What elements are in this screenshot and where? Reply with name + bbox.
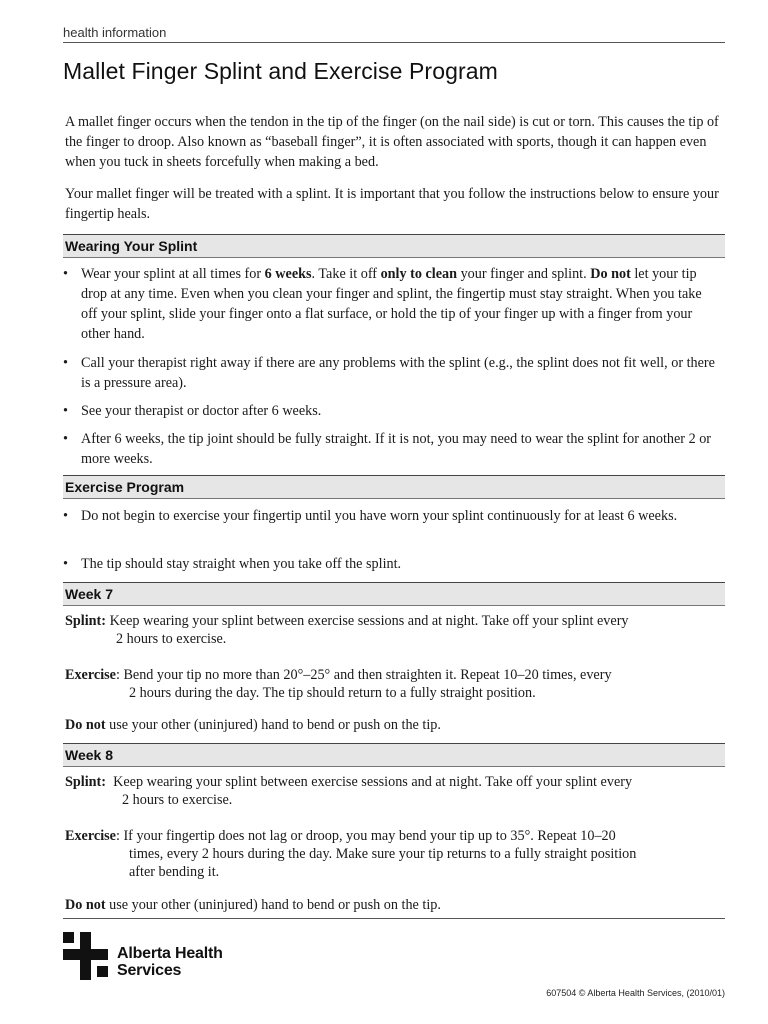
intro-paragraph-2: Your mallet finger will be treated with a splint. It is important that you follow the instructions below to ensure your fingertip heals. [65,186,719,222]
week7-exercise-continuation: 2 hours during the day. The tip should return to a fully straight position. [129,685,536,701]
splint-label: Splint: [65,613,107,629]
page-title: Mallet Finger Splint and Exercise Program [63,58,498,84]
list-item-text: Do not begin to exercise your fingertip until you have worn your splint continuously for at least 6 weeks. [81,508,678,524]
section-heading: Week 8 [65,747,113,763]
footer-code: 607504 © Alberta Health Services, (2010/01) [546,988,725,998]
header-divider [63,42,725,43]
section-heading: Week 7 [65,586,113,602]
week8-exercise-line: Exercise: If your fingertip does not lag or droop, you may bend your tip up to 35°. Repeat 10–20 [65,828,616,844]
section-wearing-splint [63,234,725,258]
section-heading: Exercise Program [65,479,185,495]
section-week-8 [63,743,725,767]
section-exercise-program [63,475,725,499]
splint-label: Splint: [65,774,107,790]
list-item-text: After 6 weeks, the tip joint should be fully straight. If it is not, you may need to wear the splint for another 2 or more weeks. [81,431,712,467]
category-label: health information [63,25,167,40]
bullet-icon: • [63,403,68,419]
bullet-icon: • [63,431,68,447]
week8-exercise-continuation-2: after bending it. [129,864,220,880]
week8-splint-continuation: 2 hours to exercise. [122,792,233,808]
logo-wordmark: Alberta Health Services [117,945,223,979]
bullet-icon: • [63,508,68,524]
week8-donot-line: Do not use your other (uninjured) hand to bend or push on the tip. [65,897,441,913]
section-heading: Wearing Your Splint [65,238,198,254]
list-item-text: Call your therapist right away if there are any problems with the splint (e.g., the splint does not fit well, or there is a pressure area). [81,355,715,391]
donot-label: Do not [65,897,106,913]
week8-exercise-continuation-1: times, every 2 hours during the day. Make sure your tip returns to a fully straight position [129,846,637,862]
bullet-icon: • [63,355,68,371]
week7-donot-line: Do not use your other (uninjured) hand to bend or push on the tip. [65,717,441,733]
section-week-7 [63,582,725,606]
week7-splint-continuation: 2 hours to exercise. [116,631,227,647]
exercise-label: Exercise [65,828,116,844]
footer-divider [63,918,725,919]
list-item-text: Wear your splint at all times for 6 weeks. Take it off only to clean your finger and splint. Do not let your tip drop at any time. Even when you clean your finger and splint, the fingertip must stay straight. When you take off your splint, slide your finger onto a flat surface, or hold the tip of your finger up with a finger from your other hand. [81,266,702,342]
bullet-icon: • [63,556,68,572]
week8-splint-line: Splint: Keep wearing your splint between exercise sessions and at night. Take off your splint every [65,774,633,790]
list-item-text: See your therapist or doctor after 6 weeks. [81,403,322,419]
exercise-label: Exercise [65,667,116,683]
week7-splint-line: Splint: Keep wearing your splint between exercise sessions and at night. Take off your splint every [65,613,629,629]
intro-paragraph-1: A mallet finger occurs when the tendon in the tip of the finger (on the nail side) is cut or torn. This causes the tip of the finger to droop. Also known as “baseball finger”, it is often associated with sports, though it can happen even when you tuck in sheets forcefully when making a bed. [65,114,719,170]
bullet-icon: • [63,266,68,282]
week7-exercise-line: Exercise: Bend your tip no more than 20°–25° and then straighten it. Repeat 10–20 times, every [65,667,612,683]
donot-label: Do not [65,717,106,733]
list-item-text: The tip should stay straight when you take off the splint. [81,556,402,572]
